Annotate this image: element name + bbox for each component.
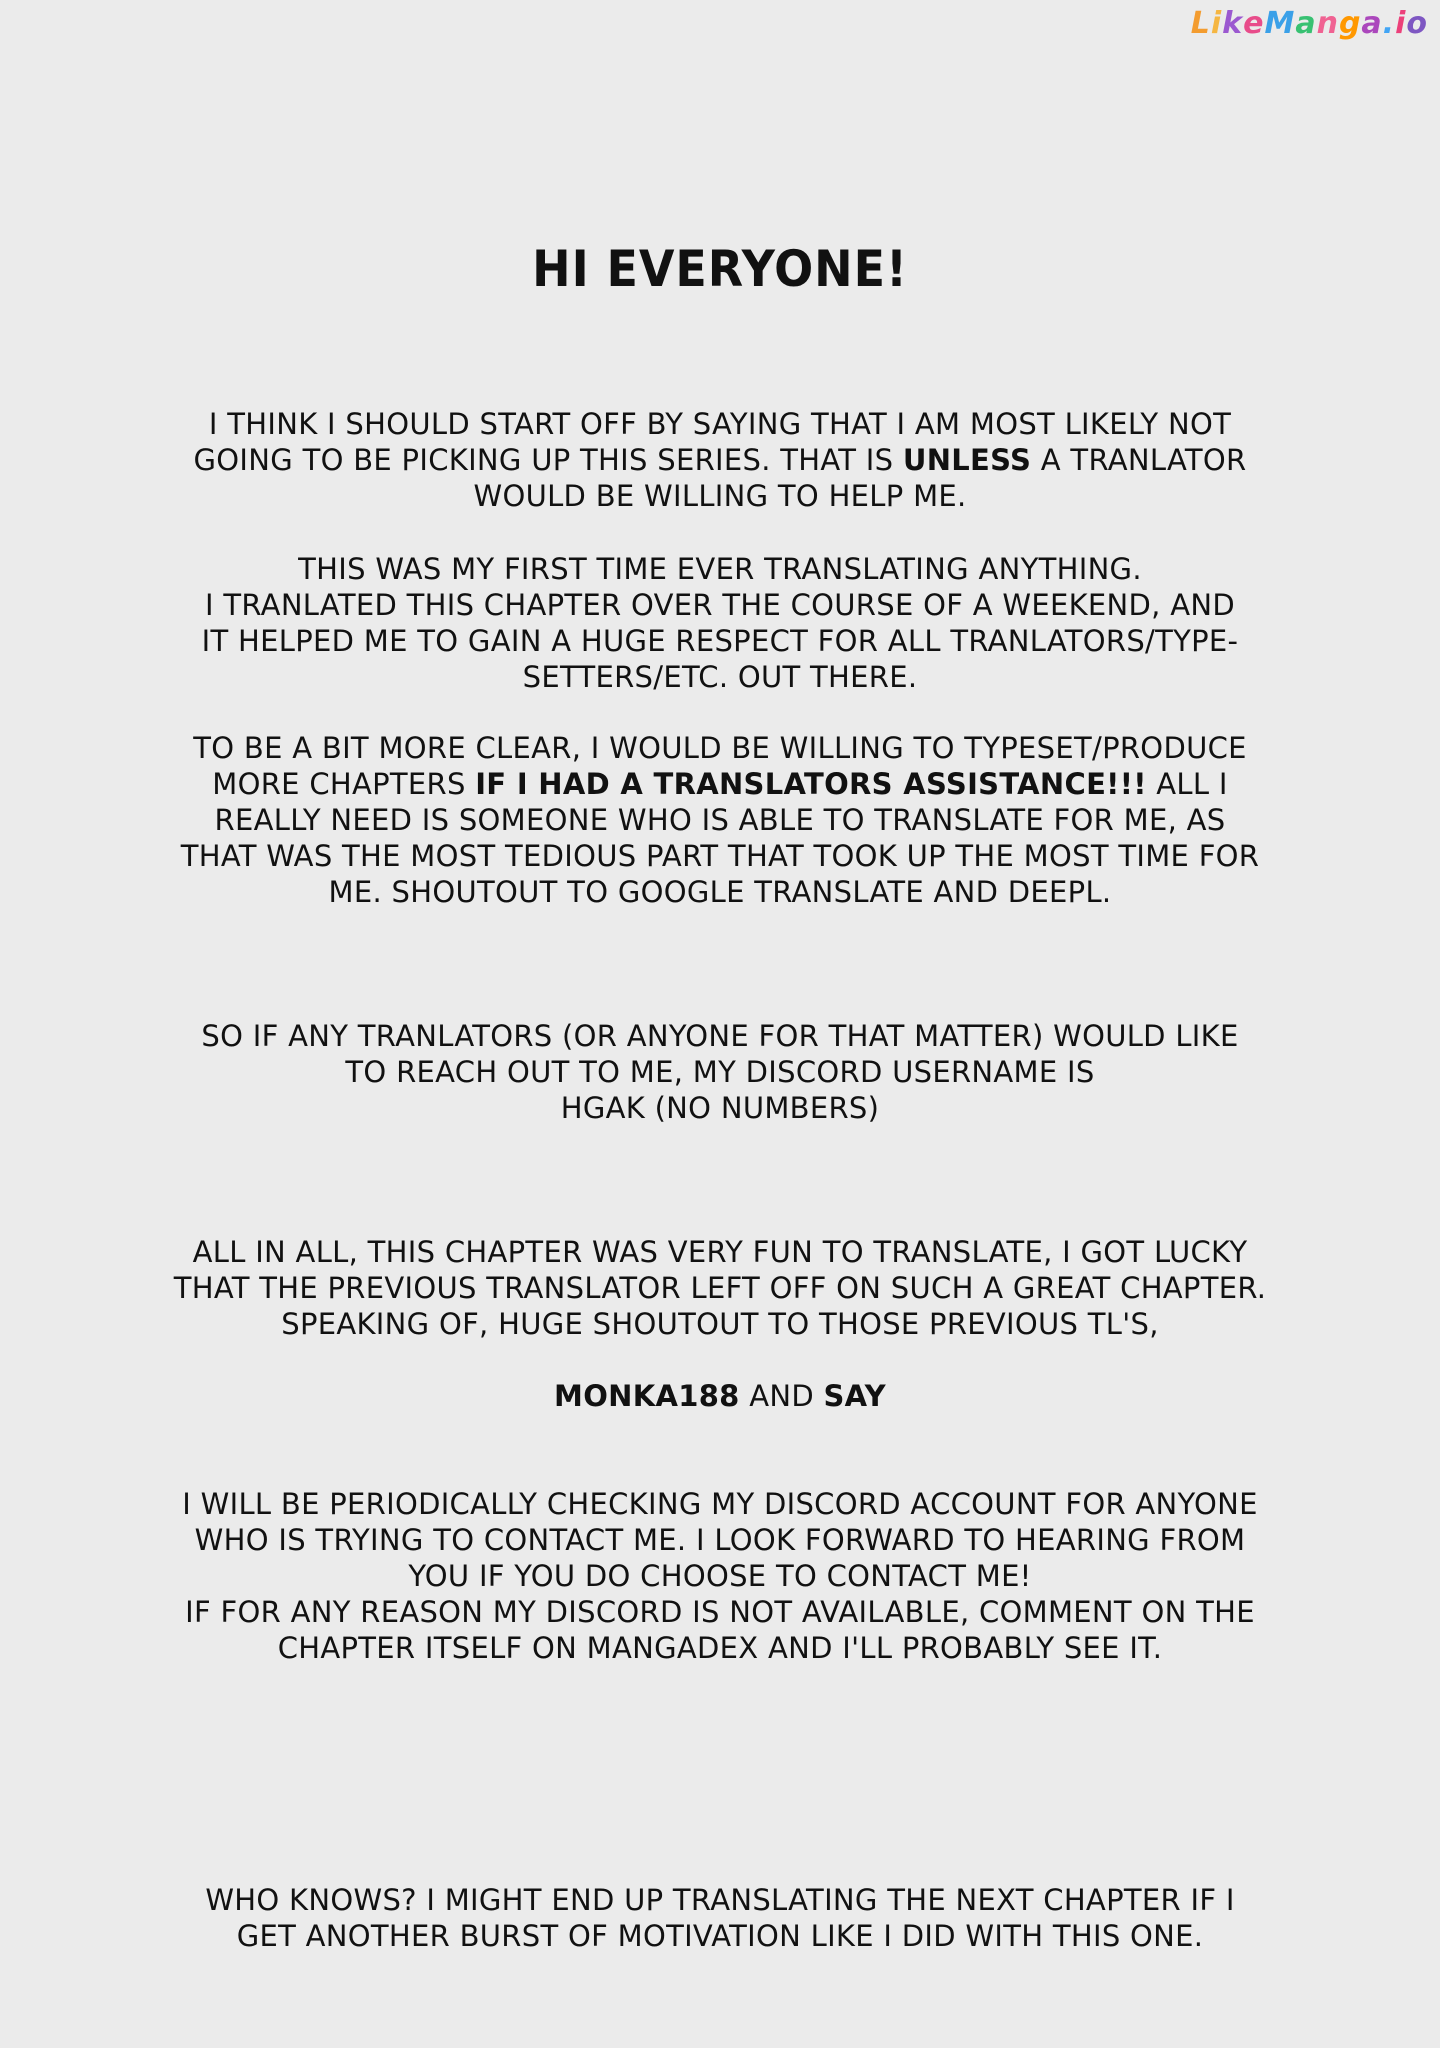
text-segment: A TRANLATOR (1031, 443, 1247, 477)
text-line: THAT THE PREVIOUS TRANSLATOR LEFT OFF ON SUCH A GREAT CHAPTER. (173, 1271, 1267, 1305)
text-segment: MORE CHAPTERS (212, 767, 476, 801)
watermark-letter: a (1295, 6, 1317, 41)
paragraph-not-picking-up (120, 406, 1320, 514)
paragraph-discord-contact (120, 1018, 1320, 1126)
watermark-letter: a (1361, 6, 1383, 41)
text-line: REALLY NEED IS SOMEONE WHO IS ABLE TO TRANSLATE FOR ME, AS (214, 803, 1226, 837)
text-segment: AND (739, 1379, 824, 1413)
text-line: I TRANLATED THIS CHAPTER OVER THE COURSE OF A WEEKEND, AND (205, 588, 1235, 622)
text-line: TO REACH OUT TO ME, MY DISCORD USERNAME IS (345, 1055, 1095, 1089)
watermark-letter: i (1395, 6, 1407, 41)
text-line: IF FOR ANY REASON MY DISCORD IS NOT AVAILABLE, COMMENT ON THE (185, 1595, 1255, 1629)
watermark-letter: . (1382, 6, 1396, 41)
page-title: HI EVERYONE! (532, 240, 908, 298)
watermark-letter: o (1406, 6, 1428, 41)
text-line: ME. SHOUTOUT TO GOOGLE TRANSLATE AND DEEPL. (328, 875, 1112, 909)
text-line: ALL IN ALL, THIS CHAPTER WAS VERY FUN TO TRANSLATE, I GOT LUCKY (192, 1235, 1248, 1269)
text-line (120, 442, 1320, 478)
watermark-letter: k (1222, 6, 1244, 41)
text-segment: GOING TO BE PICKING UP THIS SERIES. THAT IS (193, 443, 903, 477)
text-line: WOULD BE WILLING TO HELP ME. (473, 479, 967, 513)
credit-name-monka188: MONKA188 (554, 1379, 740, 1413)
watermark-letter: L (1190, 6, 1211, 41)
paragraph-who-knows (120, 1882, 1320, 1954)
site-watermark-logo (1191, 6, 1428, 41)
paragraph-shoutout (120, 1234, 1320, 1414)
text-line: THIS WAS MY FIRST TIME EVER TRANSLATING ANYTHING. (298, 552, 1142, 586)
paragraph-checking-discord (120, 1486, 1320, 1666)
text-line: WHO KNOWS? I MIGHT END UP TRANSLATING THE NEXT CHAPTER IF I (205, 1883, 1235, 1917)
text-line: SETTERS/ETC. OUT THERE. (522, 660, 918, 694)
credits-line (120, 1378, 1320, 1414)
text-segment: ALL I (1146, 767, 1228, 801)
text-line (120, 766, 1320, 802)
text-line: TO BE A BIT MORE CLEAR, I WOULD BE WILLING TO TYPESET/PRODUCE (193, 731, 1247, 765)
text-line: GET ANOTHER BURST OF MOTIVATION LIKE I DID WITH THIS ONE. (236, 1919, 1204, 1953)
watermark-letter: e (1243, 6, 1265, 41)
text-line: SO IF ANY TRANLATORS (OR ANYONE FOR THAT MATTER) WOULD LIKE (201, 1019, 1239, 1053)
text-line: IT HELPED ME TO GAIN A HUGE RESPECT FOR ALL TRANLATORS/TYPE- (201, 624, 1239, 658)
text-line: THAT WAS THE MOST TEDIOUS PART THAT TOOK UP THE MOST TIME FOR (180, 839, 1260, 873)
text-line: I THINK I SHOULD START OFF BY SAYING THAT I AM MOST LIKELY NOT (208, 407, 1232, 441)
text-line: SPEAKING OF, HUGE SHOUTOUT TO THOSE PREVIOUS TL'S, (281, 1307, 1159, 1341)
text-line: WHO IS TRYING TO CONTACT ME. I LOOK FORWARD TO HEARING FROM (194, 1523, 1246, 1557)
text-line: CHAPTER ITSELF ON MANGADEX AND I'LL PROBABLY SEE IT. (277, 1631, 1163, 1665)
text-line: I WILL BE PERIODICALLY CHECKING MY DISCORD ACCOUNT FOR ANYONE (182, 1487, 1258, 1521)
emphasis-translators-assistance: IF I HAD A TRANSLATORS ASSISTANCE!!! (475, 767, 1147, 801)
paragraph-first-translation (120, 551, 1320, 695)
watermark-letter: n (1316, 6, 1339, 41)
credit-name-say: SAY (823, 1379, 886, 1413)
watermark-letter: g (1338, 6, 1362, 41)
paragraph-willing-to-typeset (120, 730, 1320, 910)
watermark-letter: i (1210, 6, 1223, 41)
blank-line (120, 1342, 1320, 1378)
text-line: YOU IF YOU DO CHOOSE TO CONTACT ME! (408, 1559, 1032, 1593)
discord-username: HGAK (NO NUMBERS) (560, 1091, 880, 1125)
emphasis-unless: UNLESS (902, 443, 1032, 477)
watermark-letter: M (1264, 6, 1296, 41)
